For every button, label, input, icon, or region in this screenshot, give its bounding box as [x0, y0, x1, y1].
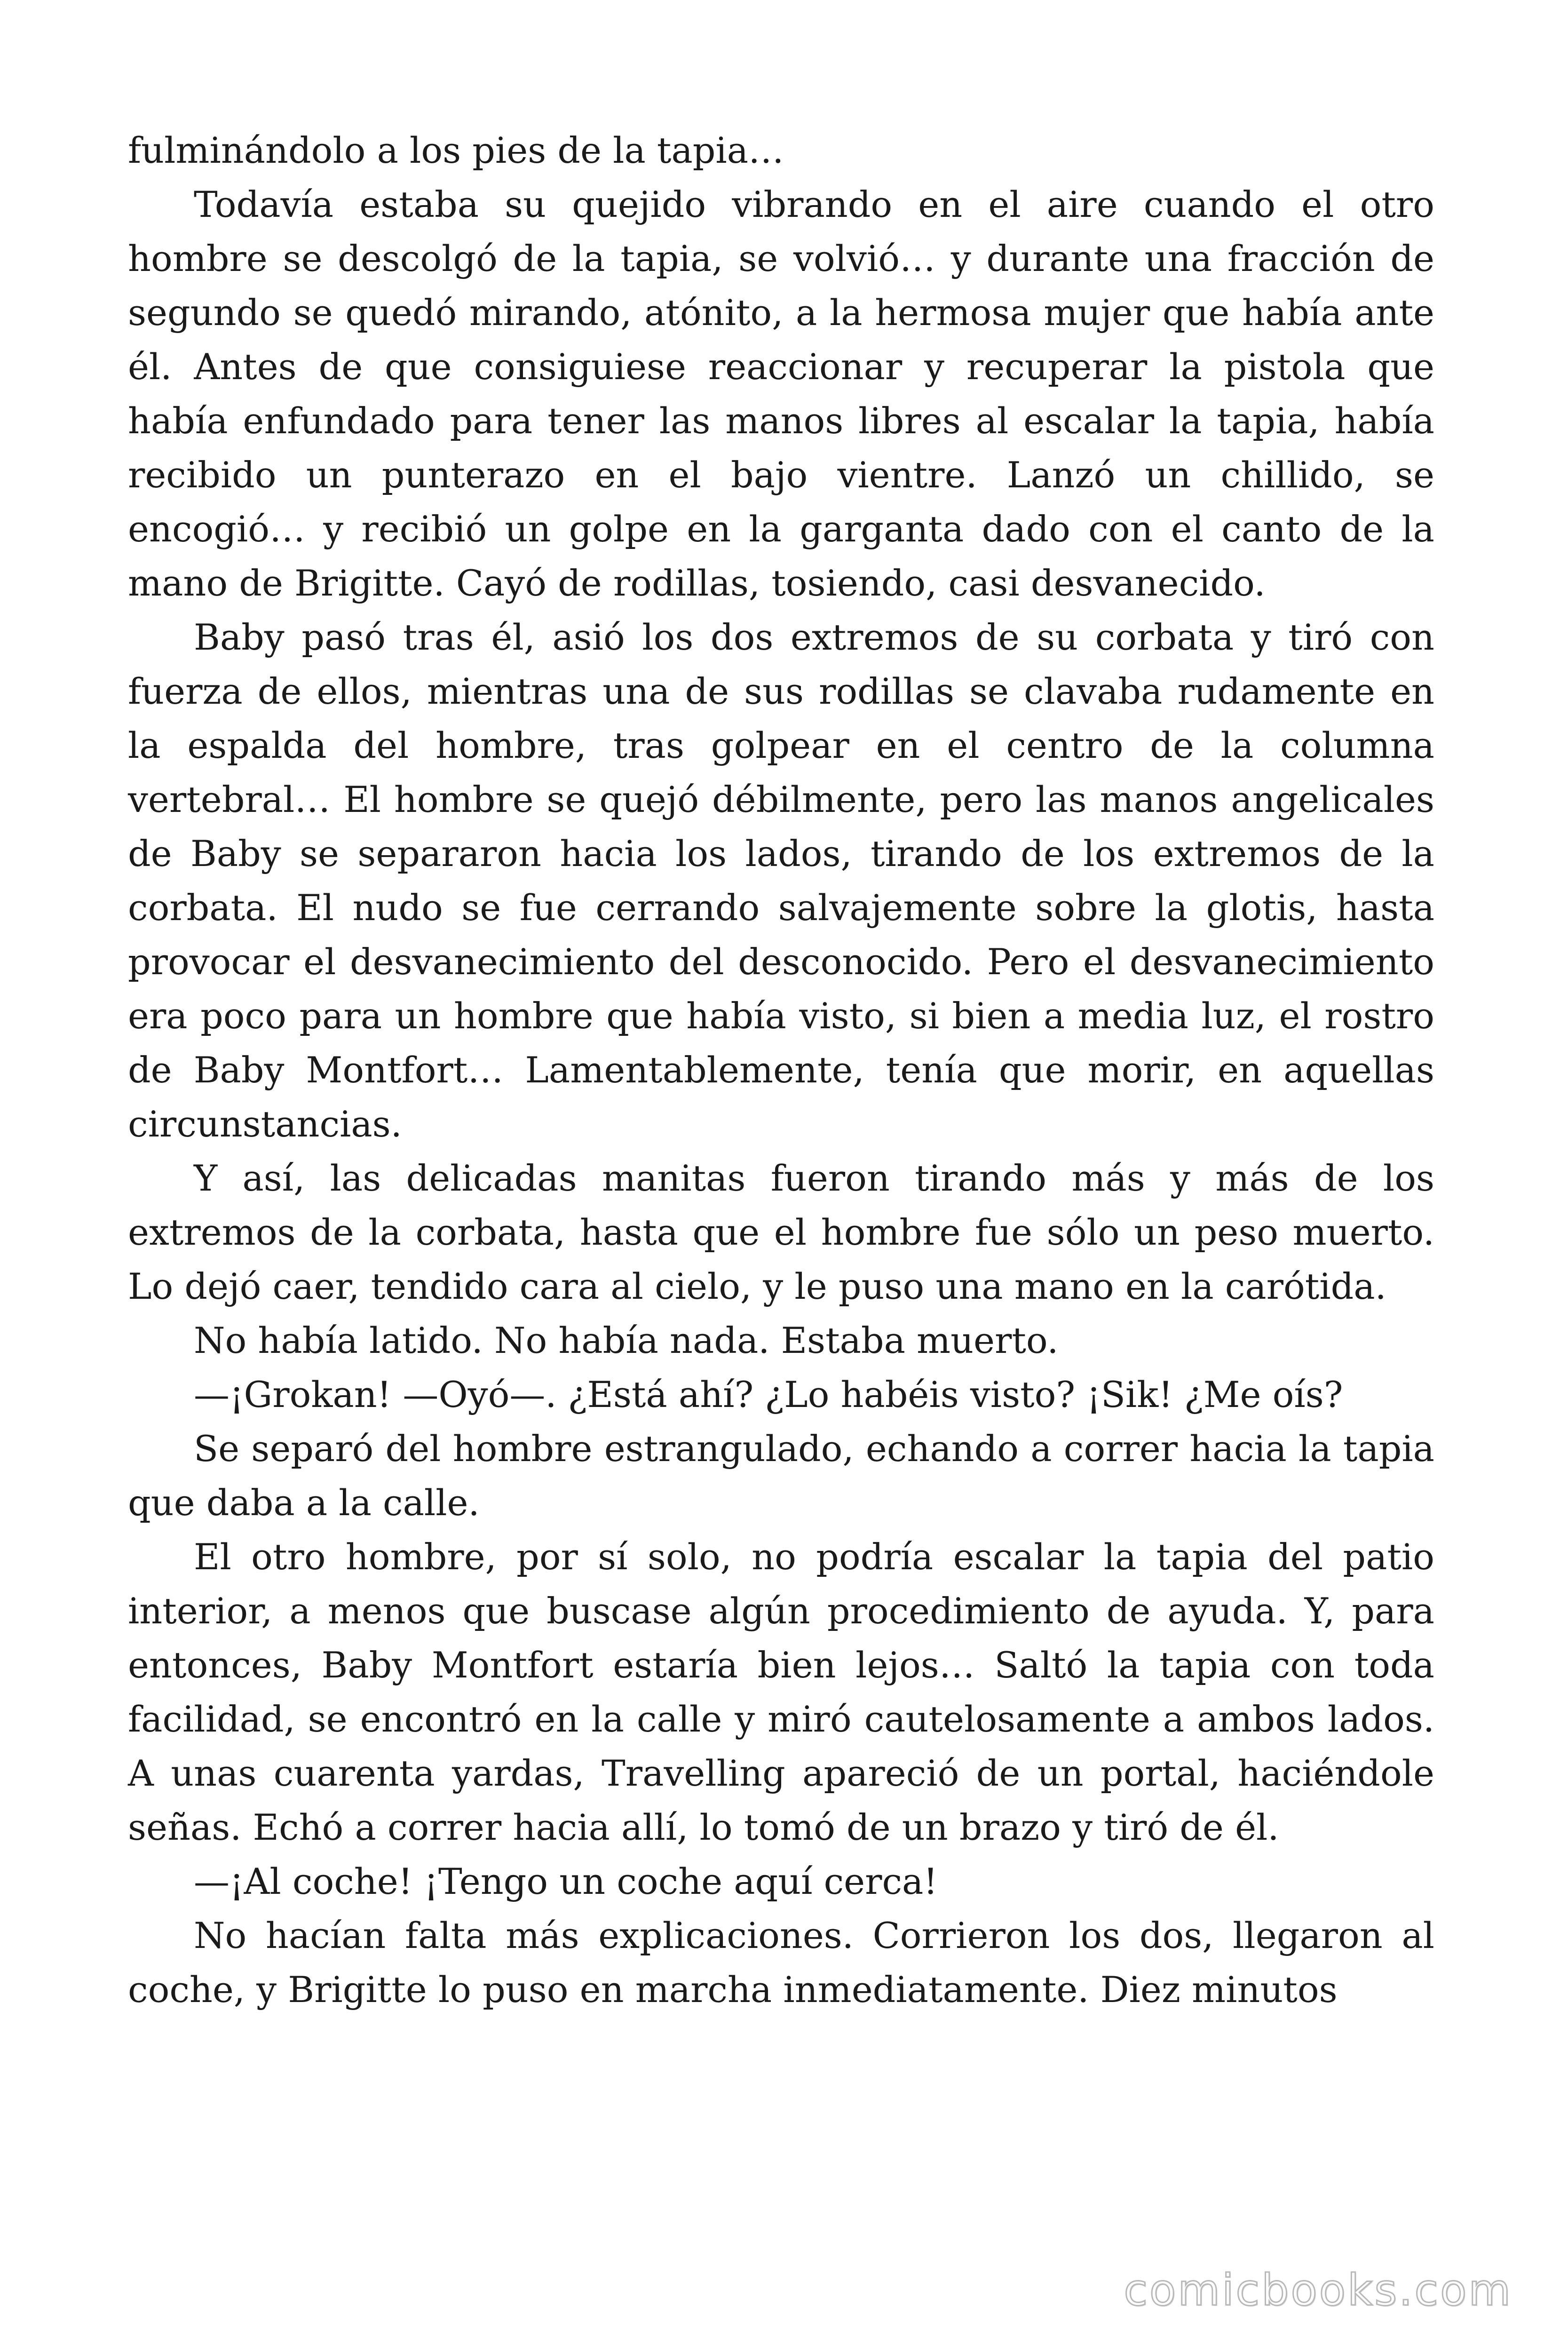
paragraph: Se separó del hombre estrangulado, echando a correr hacia la tapia que daba a la calle.: [128, 1428, 1434, 1524]
paragraph: fulminándolo a los pies de la tapia…: [128, 129, 784, 171]
paragraph: Y así, las delicadas manitas fueron tirando más y más de los extremos de la corbata, hasta que el hombre fue sólo un peso muerto. Lo dejó caer, tendido cara al cielo, y le puso una mano en la carótida.: [128, 1157, 1434, 1307]
body-text: [128, 123, 1434, 2017]
paragraph: Todavía estaba su quejido vibrando en el aire cuando el otro hombre se descolgó de la tapia, se volvió… y durante una fracción de segundo se quedó mirando, atónito, a la hermosa mujer que había ante él. Antes de que consiguiese reaccionar y recuperar la pistola que había enfundado para tener las manos libres al escalar la tapia, había recibido un punterazo en el bajo vientre. Lanzó un chillido, se encogió… y recibió un golpe en la garganta dado con el canto de la mano de Brigitte. Cayó de rodillas, tosiendo, casi desvanecido.: [128, 183, 1434, 604]
watermark: comicbooks.com: [1124, 2265, 1513, 2315]
paragraph: No hacían falta más explicaciones. Corrieron los dos, llegaron al coche, y Brigitte lo puso en marcha inmediatamente. Diez minutos: [128, 1915, 1434, 2010]
paragraph: No había latido. No había nada. Estaba muerto.: [194, 1319, 1059, 1361]
paragraph: El otro hombre, por sí solo, no podría escalar la tapia del patio interior, a menos que buscase algún procedimiento de ayuda. Y, para entonces, Baby Montfort estaría bien lejos… Saltó la tapia con toda facilidad, se encontró en la calle y miró cautelosamente a ambos lados. A unas cuarenta yardas, Travelling apareció de un portal, haciéndole señas. Echó a correr hacia allí, lo tomó de un brazo y tiró de él.: [128, 1536, 1434, 1848]
paragraph: —¡Al coche! ¡Tengo un coche aquí cerca!: [194, 1860, 938, 1902]
paragraph: —¡Grokan! —Oyó—. ¿Está ahí? ¿Lo habéis visto? ¡Sik! ¿Me oís?: [194, 1374, 1343, 1415]
paragraph: Baby pasó tras él, asió los dos extremos de su corbata y tiró con fuerza de ellos, mientras una de sus rodillas se clavaba rudamente en la espalda del hombre, tras golpear en el centro de la columna vertebral… El hombre se quejó débilmente, pero las manos angelicales de Baby se separaron hacia los lados, tirando de los extremos de la corbata. El nudo se fue cerrando salvajemente sobre la glotis, hasta provocar el desvanecimiento del desconocido. Pero el desvanecimiento era poco para un hombre que había visto, si bien a media luz, el rostro de Baby Montfort… Lamentablemente, tenía que morir, en aquellas circunstancias.: [128, 616, 1434, 1145]
